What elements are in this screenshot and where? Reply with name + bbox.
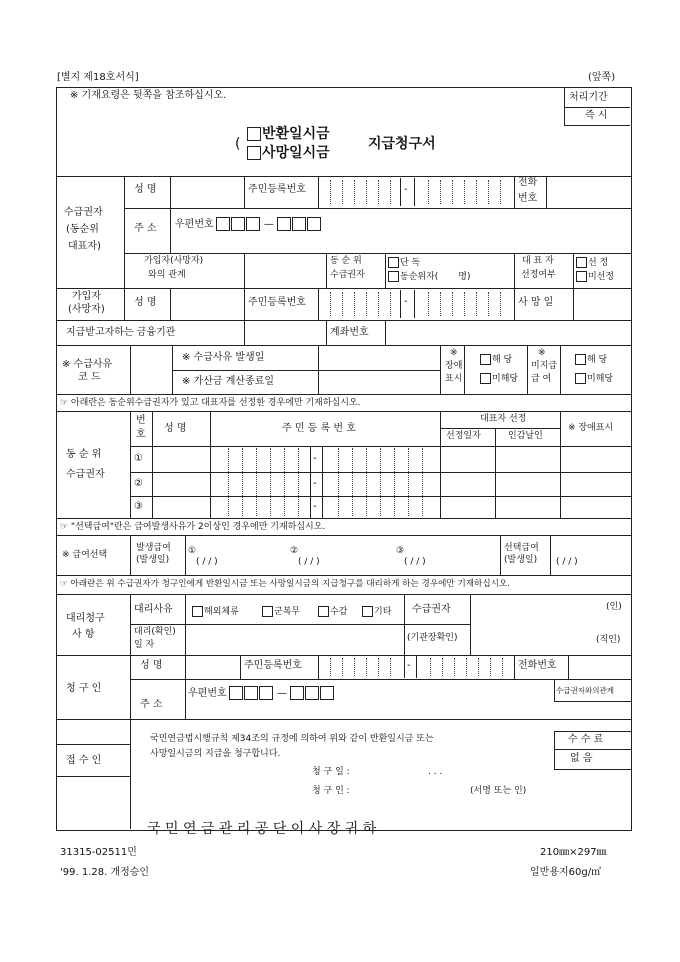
same-row-1: ①	[134, 453, 143, 464]
rep-label: 대 표 자	[522, 256, 554, 266]
same-count-option[interactable]: 동순위자( 명)	[388, 271, 471, 282]
same-row-3: ③	[134, 501, 143, 512]
fill-note: ※ 기재요령은 뒷쪽을 참조하십시오.	[70, 90, 227, 101]
same-row-2: ②	[134, 478, 143, 489]
paper-type: 일반용지60g/㎡	[530, 867, 602, 878]
choice-note: ☞ "선택급여"란은 급여발생사유가 2이상인 경우에만 기재하십시오.	[60, 522, 326, 532]
same-section: 동 순 위	[66, 449, 102, 460]
occ-label-2: (발생일)	[136, 555, 170, 565]
recipient-section: 수급권자	[64, 207, 103, 218]
unpaid-label: 미지급	[531, 361, 558, 371]
recipient-section-2: (동순위	[66, 224, 99, 235]
checkbox[interactable]	[247, 127, 261, 141]
claimant-rrn-field[interactable]: -	[318, 655, 514, 679]
same-rank-note: ☞ 아래란은 동순위수급권자가 있고 대표자를 선정한 경우에만 기재하십시오.	[60, 398, 361, 408]
form-number: [별지 제18호서식]	[57, 72, 139, 83]
claimant-sign-label: 청 구 인 :	[312, 786, 350, 796]
agent-reason-label: 대리사유	[134, 604, 173, 615]
same-rank-label-2: 수급권자	[330, 270, 365, 280]
receipt-label: 접 수 인	[66, 755, 102, 766]
rep-label-2: 선정여부	[521, 270, 556, 280]
occ-label: 발생급여	[136, 543, 171, 553]
period-label: 처리기간	[569, 92, 608, 103]
same-no-label-2: 호	[136, 429, 146, 440]
agent-note: ☞ 아래란은 위 수급권자가 청구인에게 반환일시금 또는 사망일시금의 지급청구를 대리하게 하는 경우에만 기재하십시오.	[60, 579, 510, 589]
form-code: 31315-02511민	[60, 847, 137, 858]
agent-section: 대리청구	[66, 613, 105, 624]
approval: '99. 1.28. 개정승인	[60, 867, 150, 878]
same-rrn-label: 주 민 등 록 번 호	[282, 423, 356, 434]
insured-rrn-field[interactable]: -	[318, 288, 514, 320]
agent-seal: (인)	[606, 602, 622, 612]
insured-name-label: 성 명	[134, 297, 157, 308]
single-option[interactable]: 단 독	[388, 257, 420, 268]
sel-label: 선택급여	[504, 543, 539, 553]
checkbox[interactable]	[247, 146, 261, 160]
choice-label: ※ 급여선택	[62, 550, 108, 560]
recipient-section-3: 대표자)	[68, 241, 101, 252]
claim-date-label: 청 구 일 :	[312, 767, 350, 777]
disabled-label-2: 표시	[445, 374, 463, 384]
recipient-phone-label-2: 번호	[518, 193, 538, 204]
reason-code-label-2: 코 드	[78, 372, 101, 383]
agent-inst-label: (기관장확인)	[407, 633, 458, 643]
unpaid-mark: ※	[538, 348, 546, 358]
sel-date-label: 선정일자	[446, 431, 481, 441]
agent-date-label: 대리(확인)	[134, 627, 176, 637]
seal-label: 인감날인	[508, 431, 543, 441]
recipient-postal[interactable]: 우편번호 —	[175, 217, 322, 231]
account-label: 계좌번호	[330, 327, 369, 338]
agent-opt-abroad[interactable]: 해외체류	[192, 606, 239, 617]
same-rrn-grid[interactable]: - - -	[210, 446, 440, 518]
title-option-death[interactable]: 사망일시금	[247, 146, 330, 160]
claimant-address-label: 주 소	[140, 699, 163, 710]
agent-section-2: 사 항	[72, 629, 95, 640]
sel-date[interactable]: ( / / )	[556, 557, 578, 567]
claimant-rrn-label: 주민등록번호	[244, 660, 302, 671]
choice-1-no: ①	[188, 546, 197, 556]
disabled-no[interactable]: 미해당	[480, 373, 518, 384]
choice-3-no: ③	[396, 546, 405, 556]
recipient-phone-label: 전화	[518, 177, 538, 188]
relation-label: 가입자(사망자)	[144, 256, 204, 266]
unpaid-no[interactable]: 미해당	[575, 373, 613, 384]
agent-date-label-2: 일 자	[134, 640, 155, 650]
recipient-rrn-field[interactable]: -	[318, 176, 514, 208]
agent-opt-prison[interactable]: 수감	[318, 606, 347, 617]
fee-value: 없 음	[570, 753, 593, 764]
choice-3-date[interactable]: ( / / )	[404, 557, 426, 567]
same-name-label: 성 명	[164, 423, 187, 434]
title-paren: (	[235, 136, 241, 152]
disabled-yes[interactable]: 해 당	[480, 354, 512, 365]
claimant-postal[interactable]: 우편번호 —	[188, 686, 335, 700]
receipt-text-1: 국민연금법시행규칙 제34조의 규정에 의하여 위와 같이 반환일시금 또는	[150, 734, 434, 744]
disabled-label: 장애	[445, 361, 463, 371]
disabled-mark: ※	[450, 348, 458, 358]
unpaid-yes[interactable]: 해 당	[575, 354, 607, 365]
page-side: (앞쪽)	[588, 72, 616, 83]
occur-date-label: ※ 수급사유 발생일	[182, 352, 265, 363]
same-section-2: 수급권자	[66, 469, 105, 480]
bank-label: 지급받고자하는 금융기관	[66, 327, 176, 338]
rep-select-option[interactable]: 선 정	[576, 257, 608, 268]
recipient-rrn-label: 주민등록번호	[248, 184, 306, 195]
claimant-section: 청 구 인	[66, 683, 102, 694]
sel-label-2: (발생일)	[504, 555, 538, 565]
agent-opt-other[interactable]: 기타	[362, 606, 391, 617]
death-date-label: 사 망 일	[518, 297, 554, 308]
rep-unselect-option[interactable]: 미선정	[576, 271, 614, 282]
fee-label: 수 수 료	[568, 734, 604, 745]
same-disabled-label: ※ 장애표시	[568, 423, 614, 433]
addressee: 국 민 연 금 관 리 공 단 이 사 장 귀 하	[147, 821, 377, 837]
same-no-label: 번	[136, 415, 146, 426]
sign-label: (서명 또는 인)	[470, 786, 527, 796]
recipient-address-label: 주 소	[134, 223, 157, 234]
paper-size: 210㎜×297㎜	[540, 847, 607, 858]
rep-sel-label: 대표자 선정	[480, 414, 527, 424]
calc-end-label: ※ 가산금 계산종료일	[182, 376, 275, 387]
claimant-phone-label: 전화번호	[518, 660, 557, 671]
relation-label-2: 와의 관계	[148, 270, 186, 280]
insured-section: 가입자	[72, 291, 101, 302]
claimant-relation-label: 수급권자와의관계	[556, 686, 614, 695]
agent-stamp: (직인)	[596, 635, 621, 645]
claimant-name-label: 성 명	[140, 660, 163, 671]
form-title: 지급청구서	[368, 136, 436, 152]
agent-opt-military[interactable]: 군복무	[262, 606, 300, 617]
same-rank-label: 동 순 위	[330, 256, 362, 266]
period-value: 즉 시	[585, 110, 608, 121]
insured-section-2: (사망자)	[68, 304, 105, 315]
insured-rrn-label: 주민등록번호	[248, 297, 306, 308]
agent-holder-label: 수급권자	[412, 604, 451, 615]
title-option-refund[interactable]: 반환일시금	[247, 127, 330, 141]
choice-1-date[interactable]: ( / / )	[196, 557, 218, 567]
receipt-text-2: 사망일시금의 지급을 청구합니다.	[150, 749, 281, 759]
claim-date-dots: . . .	[428, 767, 443, 777]
choice-2-date[interactable]: ( / / )	[298, 557, 320, 567]
recipient-name-label: 성 명	[134, 184, 157, 195]
choice-2-no: ②	[290, 546, 299, 556]
unpaid-label-2: 급 여	[531, 374, 552, 384]
reason-code-label: ※ 수급사유	[62, 359, 113, 370]
